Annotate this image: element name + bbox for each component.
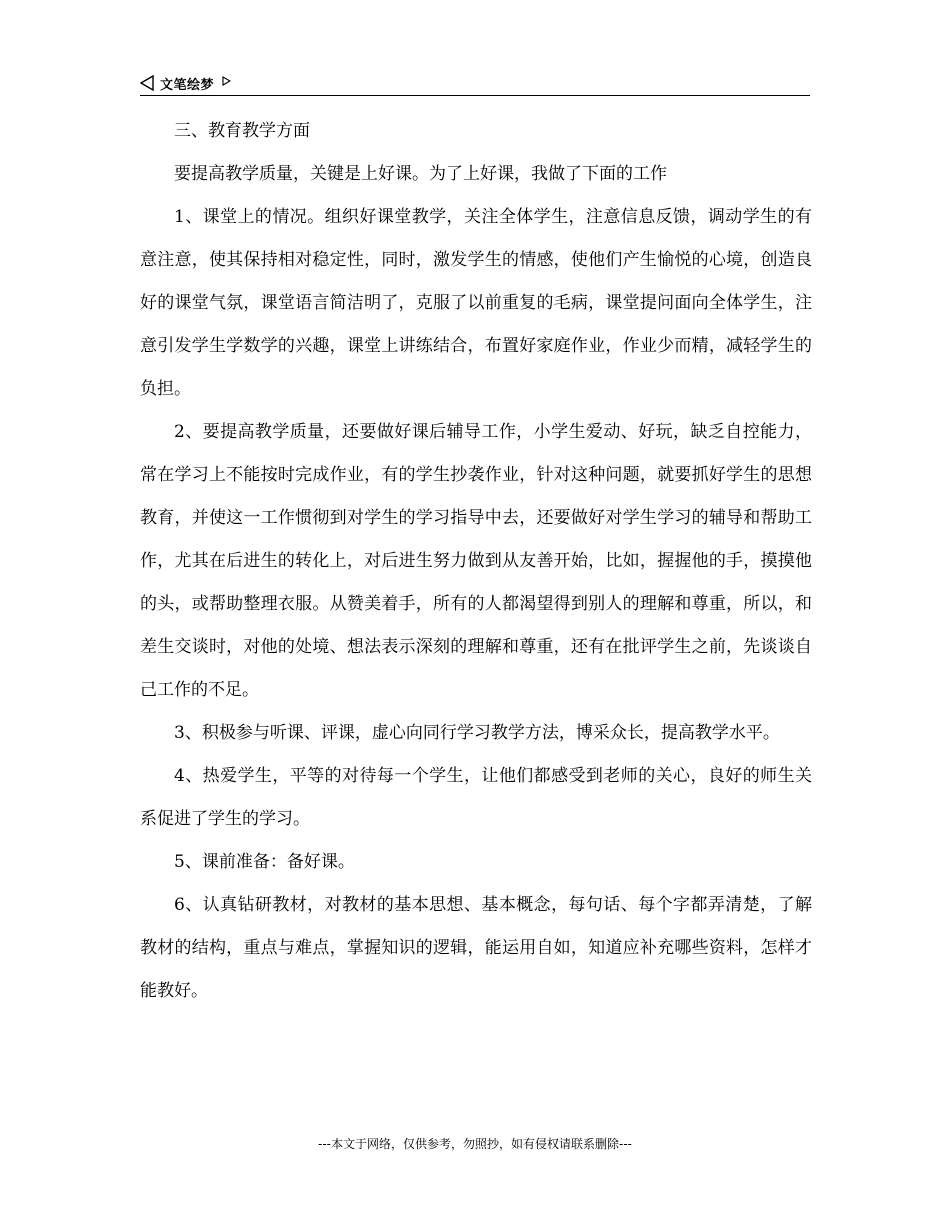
- paragraph-2: 2、要提高教学质量，还要做好课后辅导工作，小学生爱动、好玩，缺乏自控能力，常在学习上不能按时完成作业，有的学生抄袭作业，针对这种问题，就要抓好学生的思想教育，并使这一工作惯彻到对学生的学习指导中去，还要做好对学生学习的辅导和帮助工作，尤其在后进生的转化上，对后进生努力做到从友善开始，比如，握握他的手，摸摸他的头，或帮助整理衣服。从赞美着手，所有的人都渴望得到别人的理解和尊重，所以，和差生交谈时，对他的处境、想法表示深刻的理解和尊重，还有在批评学生之前，先谈谈自己工作的不足。: [140, 422, 812, 700]
- paragraph-3: 3、积极参与听课、评课，虚心向同行学习教学方法，博采众长，提高教学水平。: [174, 723, 780, 743]
- paragraph-intro: 要提高教学质量，关键是上好课。为了上好课，我做了下面的工作: [174, 164, 667, 184]
- paragraph-6: 6、认真钻研教材，对教材的基本思想、基本概念，每句话、每个字都弄清楚，了解教材的结构，重点与难点，掌握知识的逻辑，能运用自如，知道应补充哪些资料，怎样才能教好。: [140, 895, 812, 1001]
- paragraph-4: 4、热爱学生，平等的对待每一个学生，让他们都感受到老师的关心，良好的师生关系促进了学生的学习。: [140, 766, 812, 829]
- header-rule: [140, 95, 810, 96]
- paragraph-1: 1、课堂上的情况。组织好课堂教学，关注全体学生，注意信息反馈，调动学生的有意注意，使其保持相对稳定性，同时，激发学生的情感，使他们产生愉悦的心境，创造良好的课堂气氛，课堂语言简洁明了，克服了以前重复的毛病，课堂提问面向全体学生，注意引发学生学数学的兴趣，课堂上讲练结合，布置好家庭作业，作业少而精，减轻学生的负担。: [140, 207, 812, 399]
- document-body: [140, 110, 812, 1013]
- footer-notice: ---本文于网络，仅供参考，勿照抄，如有侵权请联系删除---: [318, 1137, 632, 1151]
- triangle-right-icon: [222, 76, 231, 86]
- triangle-left-icon: [140, 75, 154, 91]
- header-brand: 文笔绘梦: [160, 77, 215, 93]
- section-title: 三、教育教学方面: [174, 121, 310, 141]
- document-header: [140, 72, 231, 94]
- paragraph-5: 5、课前准备：备好课。: [174, 852, 355, 872]
